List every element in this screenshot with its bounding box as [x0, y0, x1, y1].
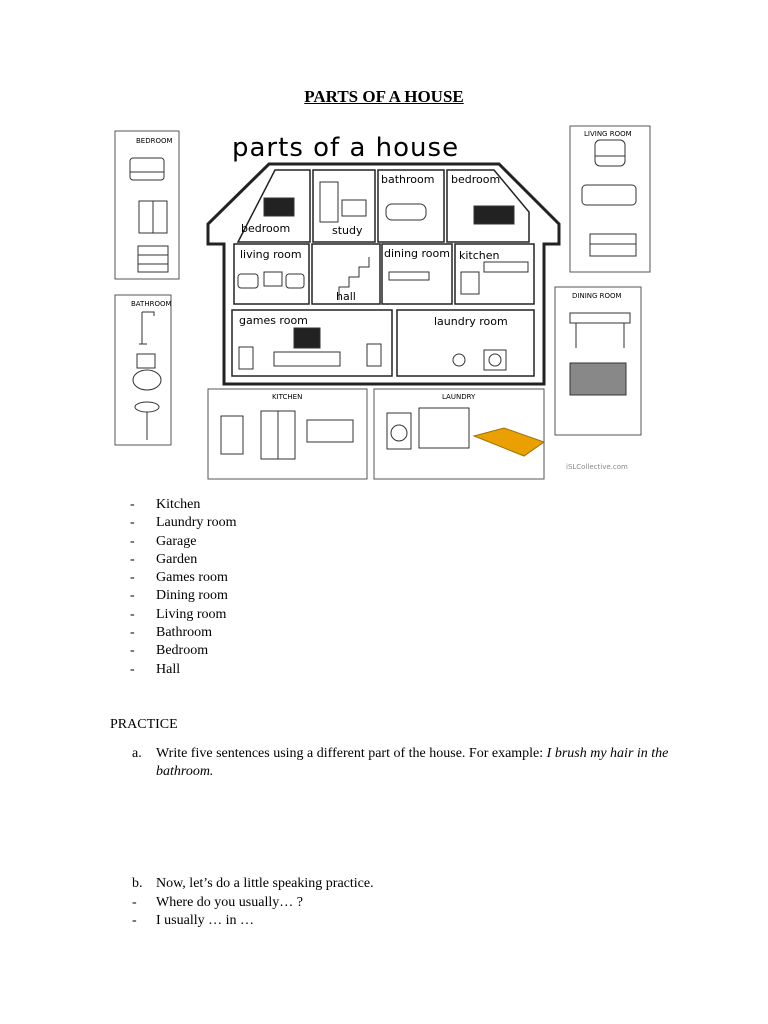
dining-room-panel-label: DINING ROOM: [572, 292, 622, 300]
exercise-b-line-2: I usually … in …: [156, 913, 254, 928]
list-item: - Garden: [130, 551, 236, 569]
list-item: - Bathroom: [130, 624, 236, 642]
exercise-b: [132, 875, 374, 931]
bathroom-panel-label: BATHROOM: [131, 300, 172, 308]
exercise-a-text: Write five sentences using a different part of the house. For example:: [156, 746, 547, 761]
kitchen-panel-label: KITCHEN: [272, 393, 303, 401]
exercise-b-text: Now, let’s do a little speaking practice.: [156, 876, 374, 891]
list-item: - Games room: [130, 569, 236, 587]
label-bathroom: bathroom: [381, 173, 435, 186]
laundry-towel-icon: [474, 428, 544, 456]
list-item: - Kitchen: [130, 496, 236, 514]
list-item: - Living room: [130, 606, 236, 624]
label-bedroom-top: bedroom: [451, 173, 501, 186]
exercise-a-example: I brush my hair in the bathroom.: [156, 746, 669, 779]
list-item: - Garage: [130, 533, 236, 551]
dash: -: [132, 913, 137, 928]
practice-heading: PRACTICE: [110, 717, 178, 732]
list-item: - Dining room: [130, 587, 236, 605]
label-games-room: games room: [239, 314, 308, 327]
living-room-panel-label: LIVING ROOM: [584, 130, 632, 138]
list-item: - Laundry room: [130, 514, 236, 532]
house-heading: parts of a house: [232, 133, 460, 163]
label-study: study: [332, 224, 363, 237]
kitchen-panel: [208, 389, 367, 479]
label-living-room: living room: [240, 248, 302, 261]
label-dining-room: dining room: [384, 247, 450, 260]
page-title: PARTS OF A HOUSE: [304, 87, 464, 106]
bedroom-panel-label: BEDROOM: [136, 137, 173, 145]
laundry-panel-label: LAUNDRY: [442, 393, 476, 401]
bedroom-panel: [115, 131, 179, 279]
list-item: - Bedroom: [130, 642, 236, 660]
exercise-b-marker: b.: [132, 876, 143, 891]
vocabulary-list: [130, 496, 236, 679]
watermark: iSLCollective.com: [566, 463, 628, 471]
label-hall: hall: [336, 290, 356, 303]
dash: -: [132, 894, 137, 910]
dining-room-panel: [555, 287, 641, 435]
label-laundry-room: laundry room: [434, 315, 508, 328]
exercise-a-marker: a.: [132, 746, 142, 761]
label-bedroom-left: bedroom: [241, 222, 291, 235]
label-kitchen: kitchen: [459, 249, 500, 262]
exercise-a: [132, 745, 672, 781]
house-diagram: [114, 122, 654, 484]
house-illustration: [114, 122, 654, 484]
list-item: - Hall: [130, 661, 236, 679]
exercise-b-line-1: Where do you usually… ?: [156, 894, 303, 910]
